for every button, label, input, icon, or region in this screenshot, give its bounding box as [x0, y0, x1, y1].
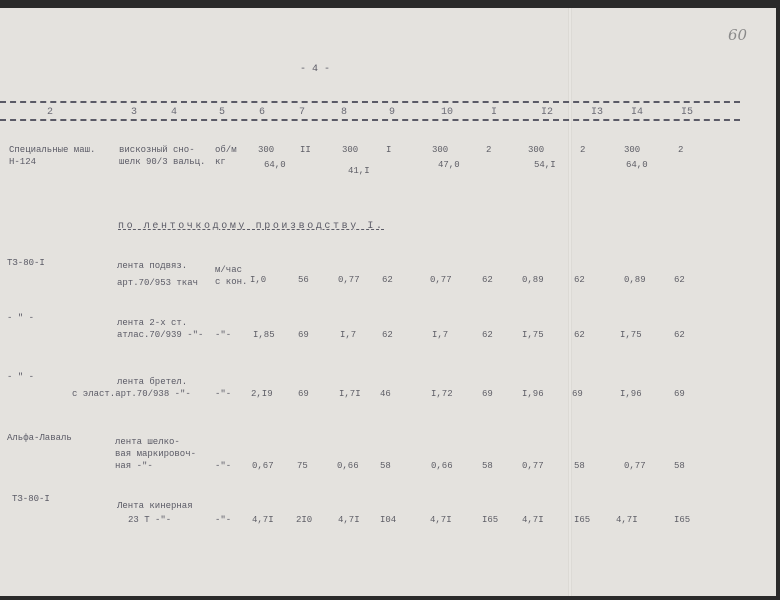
- row-value: 62: [574, 330, 585, 340]
- row-code: ТЗ-80-I: [7, 258, 45, 268]
- row-value: I,96: [620, 389, 642, 399]
- unit-label: кг: [215, 157, 226, 167]
- row-desc: лента бретел.: [117, 377, 188, 387]
- row-value: 62: [674, 330, 685, 340]
- row-value: I65: [674, 515, 691, 525]
- header-col: I3: [591, 107, 604, 118]
- row-value: 69: [298, 389, 309, 399]
- row-value: 62: [382, 275, 393, 285]
- row-value: I,96: [522, 389, 544, 399]
- row-value: 62: [482, 275, 493, 285]
- row-unit: с кон.: [215, 277, 248, 287]
- machine-name: Специальные маш.: [9, 145, 96, 155]
- row-value: I,75: [522, 330, 544, 340]
- row-desc: арт.70/953 ткач: [117, 278, 199, 288]
- row-value: 75: [297, 461, 308, 471]
- row-value: 56: [298, 275, 309, 285]
- row-value: 0,89: [522, 275, 544, 285]
- header-rule-top: [0, 101, 740, 103]
- row-desc: лента подвяз.: [117, 261, 188, 271]
- row-value: 69: [298, 330, 309, 340]
- cell-value: 300: [432, 145, 449, 155]
- row-value: 62: [674, 275, 685, 285]
- row-value: 46: [380, 389, 391, 399]
- cell-value: 2: [678, 145, 684, 155]
- row-unit: -"-: [215, 330, 232, 340]
- cell-value: 64,0: [626, 160, 648, 170]
- row-value: I,7: [340, 330, 357, 340]
- row-value: I,7: [432, 330, 449, 340]
- cell-value: 300: [258, 145, 275, 155]
- page-fold: [568, 8, 572, 596]
- header-col: 2: [47, 107, 54, 118]
- header-col: 3: [131, 107, 138, 118]
- row-code: - " -: [7, 372, 35, 382]
- cell-value: 300: [624, 145, 641, 155]
- header-col: 10: [441, 107, 454, 118]
- row-value: 0,77: [338, 275, 360, 285]
- row-unit: -"-: [215, 389, 232, 399]
- cell-value: 300: [528, 145, 545, 155]
- row-value: I,0: [250, 275, 267, 285]
- row-value: 4,7I: [430, 515, 452, 525]
- row-value: 62: [482, 330, 493, 340]
- header-col: 5: [219, 107, 226, 118]
- row-unit: -"-: [215, 461, 232, 471]
- cell-value: II: [300, 145, 311, 155]
- row-value: 4,7I: [616, 515, 638, 525]
- row-desc: лента 2-х ст.: [117, 318, 188, 328]
- row-value: I,7I: [339, 389, 361, 399]
- section-title: по ленточкодому производству I.: [118, 221, 385, 232]
- header-col: I5: [681, 107, 694, 118]
- row-value: 0,77: [522, 461, 544, 471]
- row-value: 58: [674, 461, 685, 471]
- row-value: 0,77: [624, 461, 646, 471]
- cell-value: 54,I: [534, 160, 556, 170]
- cell-value: 2: [486, 145, 492, 155]
- row-code: - " -: [7, 313, 35, 323]
- header-rule-bottom: [0, 119, 740, 121]
- row-value: 4,7I: [252, 515, 274, 525]
- row-value: 69: [674, 389, 685, 399]
- header-col: 8: [341, 107, 348, 118]
- machine-model: Н-124: [9, 157, 37, 167]
- row-code: Альфа-Лаваль: [7, 433, 72, 443]
- row-value: 0,67: [252, 461, 274, 471]
- unit-label: об/м: [215, 145, 237, 155]
- row-desc: атлас.70/939 -"-: [117, 330, 204, 340]
- row-value: 62: [382, 330, 393, 340]
- row-value: 2I0: [296, 515, 313, 525]
- row-desc: лента шелко-: [115, 437, 180, 447]
- header-col: I: [491, 107, 498, 118]
- row-value: I,72: [431, 389, 453, 399]
- header-col: 6: [259, 107, 266, 118]
- row-value: 62: [574, 275, 585, 285]
- row-value: I,85: [253, 330, 275, 340]
- row-desc: с эласт.арт.70/938 -"-: [72, 389, 191, 399]
- row-value: 58: [380, 461, 391, 471]
- row-value: I,75: [620, 330, 642, 340]
- cell-value: 41,I: [348, 166, 370, 176]
- handwritten-page-note: 60: [728, 26, 748, 44]
- row-value: 0,89: [624, 275, 646, 285]
- cell-value: 2: [580, 145, 586, 155]
- row-value: 0,77: [430, 275, 452, 285]
- header-col: 4: [171, 107, 178, 118]
- material-desc: шелк 90/3: [119, 157, 168, 167]
- page-number: - 4 -: [300, 64, 331, 75]
- row-value: 0,66: [337, 461, 359, 471]
- row-desc: ная -"-: [115, 461, 153, 471]
- material-desc: вискозный сно-: [119, 145, 195, 155]
- material-desc: вальц.: [173, 157, 206, 167]
- row-code: ТЗ-80-I: [12, 494, 50, 504]
- document-page: [0, 8, 776, 596]
- header-col: I2: [541, 107, 554, 118]
- header-col: I4: [631, 107, 644, 118]
- cell-value: I: [386, 145, 392, 155]
- row-value: I65: [574, 515, 591, 525]
- row-value: 4,7I: [338, 515, 360, 525]
- row-desc: вая маркировоч-: [115, 449, 197, 459]
- row-value: 58: [574, 461, 585, 471]
- row-value: 58: [482, 461, 493, 471]
- row-value: 69: [572, 389, 583, 399]
- row-value: 4,7I: [522, 515, 544, 525]
- header-col: 9: [389, 107, 396, 118]
- row-value: I65: [482, 515, 499, 525]
- cell-value: 300: [342, 145, 359, 155]
- row-unit: -"-: [215, 515, 232, 525]
- row-value: 0,66: [431, 461, 453, 471]
- row-value: I04: [380, 515, 397, 525]
- row-desc: 23 Т -"-: [128, 515, 172, 525]
- row-desc: Лента кинерная: [117, 501, 193, 511]
- row-value: 2,I9: [251, 389, 273, 399]
- header-col: 7: [299, 107, 306, 118]
- cell-value: 64,0: [264, 160, 286, 170]
- row-value: 69: [482, 389, 493, 399]
- row-unit: м/час: [215, 265, 243, 275]
- cell-value: 47,0: [438, 160, 460, 170]
